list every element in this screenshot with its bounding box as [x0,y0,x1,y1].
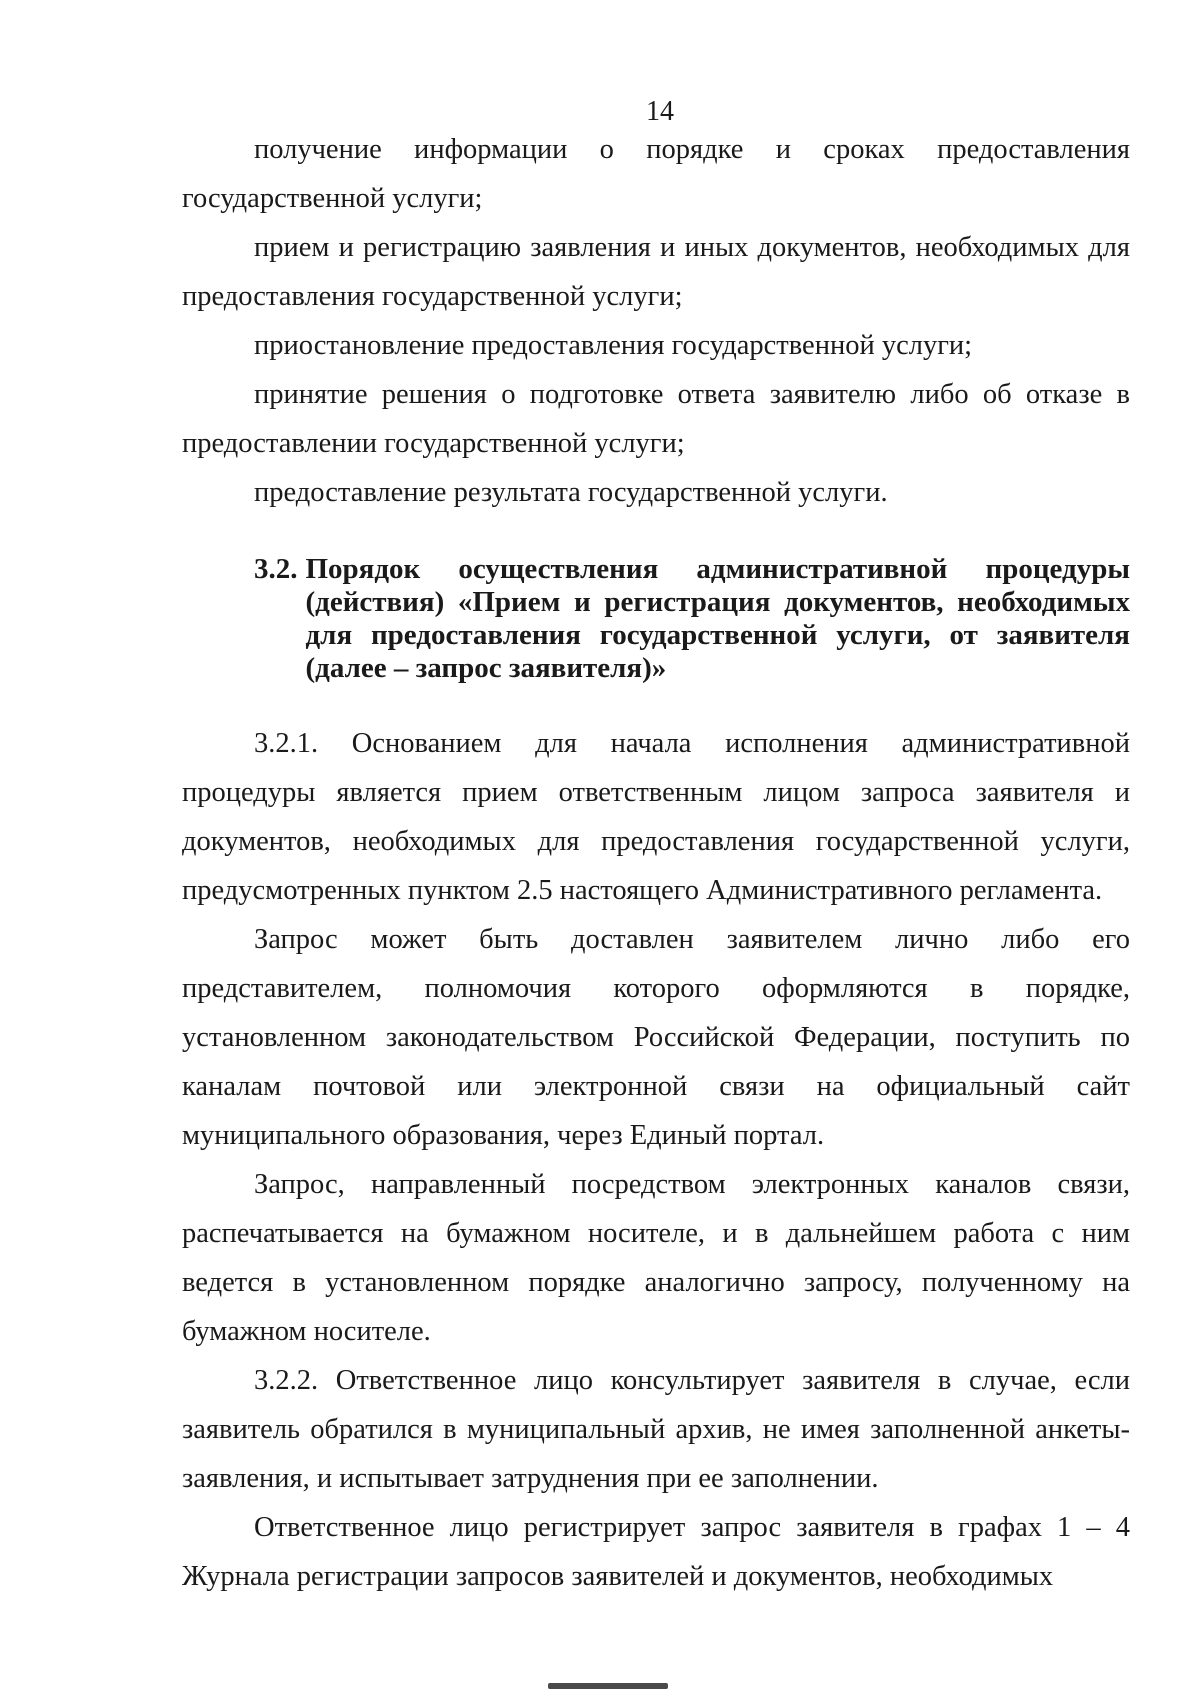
paragraph-6: 3.2.1. Основанием для начала исполнения административной процедуры является прием ответственным лицом запроса заявителя и документов, необходимых для предоставления государственной услуги, предусмотренных пунктом 2.5 настоящего Административного регламента. [182,728,1130,906]
section-heading [254,553,1130,685]
paragraph-3: приостановление предоставления государственной услуги; [254,330,973,361]
paragraph-1: получение информации о порядке и сроках предоставления государственной услуги; [182,134,1130,214]
section-number: 3.2. [254,553,298,585]
paragraph-9: 3.2.2. Ответственное лицо консультирует заявителя в случае, если заявитель обратился в муниципальный архив, не имея заполненной анкеты-заявления, и испытывает затруднения при ее заполнении. [182,1365,1130,1494]
section-title: Порядок осуществления административной процедуры (действия) «Прием и регистрация документов, необходимых для предоставления государственной услуги, от заявителя (далее – запрос заявителя)» [305,553,1130,684]
paragraph-4: принятие решения о подготовке ответа заявителю либо об отказе в предоставлении государственной услуги; [182,379,1130,459]
paragraph-7: Запрос может быть доставлен заявителем лично либо его представителем, полномочия которого оформляются в порядке, установленном законодательством Российской Федерации, поступить по каналам почтовой или электронной связи на официальный сайт муниципального образования, через Единый портал. [182,924,1130,1151]
paragraph-10: Ответственное лицо регистрирует запрос заявителя в графах 1 – 4 Журнала регистрации запросов заявителей и документов, необходимых [182,1512,1130,1592]
document-body [182,125,1130,1601]
paragraph-8: Запрос, направленный посредством электронных каналов связи, распечатывается на бумажном носителе, и в дальнейшем работа с ним ведется в установленном порядке аналогично запросу, полученному на бумажном носителе. [182,1169,1130,1347]
paragraph-5: предоставление результата государственной услуги. [254,477,888,508]
page-number: 14 [646,96,674,127]
paragraph-2: прием и регистрацию заявления и иных документов, необходимых для предоставления государственной услуги; [182,232,1130,312]
scan-edge-mark [548,1683,668,1689]
